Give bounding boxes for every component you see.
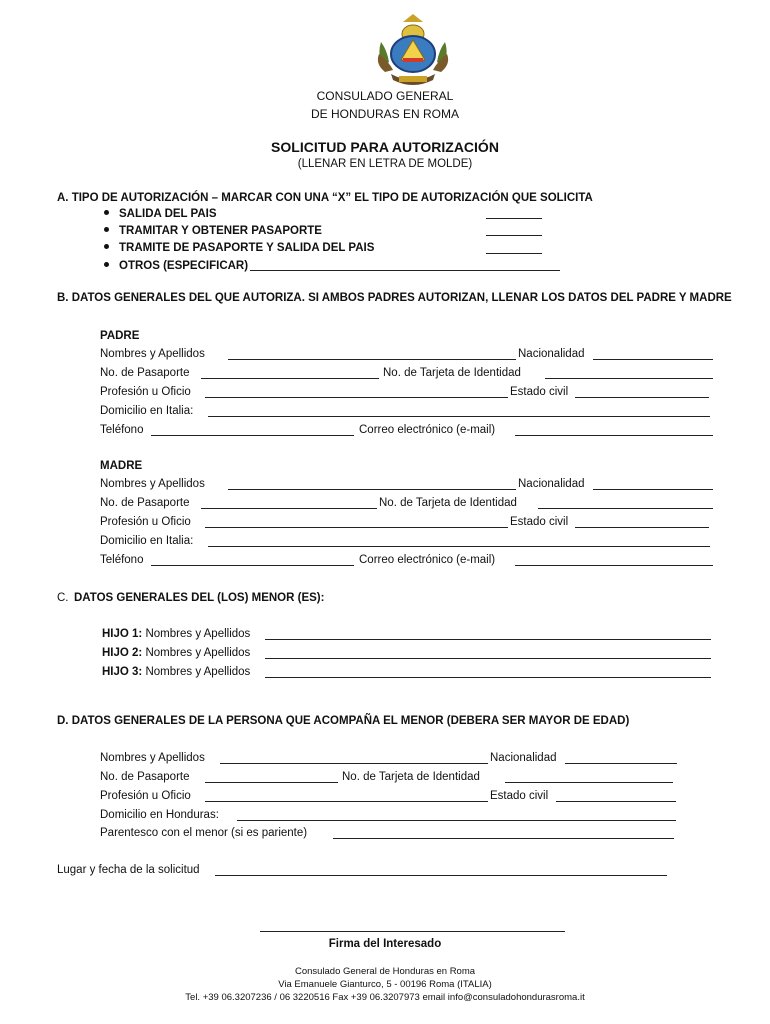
section-a-item: TRAMITAR Y OBTENER PASAPORTE: [104, 225, 322, 237]
d-pasaporte-field[interactable]: [205, 782, 338, 783]
d-estado-field[interactable]: [556, 801, 676, 802]
d-tarjeta-label: No. de Tarjeta de Identidad: [342, 771, 480, 783]
padre-nombres-field[interactable]: [228, 359, 516, 360]
madre-nombres-field[interactable]: [228, 489, 516, 490]
bullet-icon: [104, 210, 109, 215]
padre-pasaporte-field[interactable]: [201, 378, 379, 379]
signature-line[interactable]: [260, 931, 565, 932]
madre-pasaporte-label: No. de Pasaporte: [100, 497, 190, 509]
madre-label: MADRE: [100, 460, 143, 472]
madre-pasaporte-field[interactable]: [201, 508, 377, 509]
otros-field-line[interactable]: [250, 270, 560, 271]
footer-line1: Consulado General de Honduras en Roma: [294, 966, 476, 977]
madre-telefono-label: Teléfono: [100, 554, 144, 566]
section-c-heading: DATOS GENERALES DEL (LOS) MENOR (ES):: [74, 592, 325, 604]
d-profesion-field[interactable]: [205, 801, 488, 802]
padre-pasaporte-label: No. de Pasaporte: [100, 367, 190, 379]
d-domicilio-field[interactable]: [237, 820, 676, 821]
d-parentesco-label: Parentesco con el menor (si es pariente): [100, 827, 308, 839]
madre-nacionalidad-label: Nacionalidad: [518, 478, 585, 490]
padre-profesion-label: Profesión u Oficio: [100, 386, 191, 398]
coat-of-arms-icon: [373, 14, 453, 90]
madre-estado-field[interactable]: [575, 527, 709, 528]
bullet-icon: [104, 244, 109, 249]
section-a-item: TRAMITE DE PASAPORTE Y SALIDA DEL PAIS: [104, 242, 374, 254]
checkbox-line[interactable]: [486, 235, 542, 236]
d-pasaporte-label: No. de Pasaporte: [100, 771, 190, 783]
section-a-item: SALIDA DEL PAIS: [104, 208, 217, 220]
signature-label: Firma del Interesado: [328, 938, 442, 950]
checkbox-line[interactable]: [486, 218, 542, 219]
padre-telefono-field[interactable]: [151, 435, 354, 436]
d-domicilio-label: Domicilio en Honduras:: [100, 809, 219, 821]
madre-nombres-label: Nombres y Apellidos: [100, 478, 205, 490]
consulate-name-line1: CONSULADO GENERAL: [316, 89, 454, 103]
padre-domicilio-field[interactable]: [208, 416, 710, 417]
padre-nacionalidad-field[interactable]: [593, 359, 713, 360]
d-tarjeta-field[interactable]: [505, 782, 673, 783]
padre-label: PADRE: [100, 330, 140, 342]
padre-tarjeta-label: No. de Tarjeta de Identidad: [383, 367, 521, 379]
page-subtitle: (LLENAR EN LETRA DE MOLDE): [297, 158, 473, 170]
madre-correo-label: Correo electrónico (e-mail): [359, 554, 496, 566]
d-parentesco-field[interactable]: [333, 838, 674, 839]
madre-tarjeta-field[interactable]: [538, 508, 713, 509]
padre-correo-label: Correo electrónico (e-mail): [359, 424, 496, 436]
d-nacionalidad-label: Nacionalidad: [490, 752, 557, 764]
footer-line3: Tel. +39 06.3207236 / 06 3220516 Fax +39 06.3207973 email info@consuladohondurasroma.it: [185, 992, 585, 1003]
lugar-fecha-label: Lugar y fecha de la solicitud: [57, 864, 200, 876]
checkbox-line[interactable]: [486, 253, 542, 254]
hijo-2-field[interactable]: [265, 658, 711, 659]
section-d-heading: D. DATOS GENERALES DE LA PERSONA QUE ACOMPAÑA EL MENOR (DEBERA SER MAYOR DE EDAD): [57, 715, 630, 727]
section-a-item: OTROS (ESPECIFICAR): [104, 260, 248, 272]
hijo-3-row: HIJO 3: Nombres y Apellidos: [102, 666, 251, 678]
madre-estado-label: Estado civil: [510, 516, 569, 528]
madre-domicilio-field[interactable]: [208, 546, 710, 547]
d-nacionalidad-field[interactable]: [565, 763, 677, 764]
madre-tarjeta-label: No. de Tarjeta de Identidad: [379, 497, 517, 509]
padre-nacionalidad-label: Nacionalidad: [518, 348, 585, 360]
madre-telefono-field[interactable]: [151, 565, 354, 566]
padre-nombres-label: Nombres y Apellidos: [100, 348, 205, 360]
page-title: SOLICITUD PARA AUTORIZACIÓN: [271, 139, 499, 155]
madre-correo-field[interactable]: [515, 565, 713, 566]
hijo-1-row: HIJO 1: Nombres y Apellidos: [102, 628, 251, 640]
madre-profesion-field[interactable]: [205, 527, 508, 528]
padre-estado-field[interactable]: [575, 397, 709, 398]
padre-profesion-field[interactable]: [205, 397, 508, 398]
section-a-heading: A. TIPO DE AUTORIZACIÓN – MARCAR CON UNA “X” EL TIPO DE AUTORIZACIÓN QUE SOLICITA: [57, 192, 593, 204]
padre-telefono-label: Teléfono: [100, 424, 144, 436]
d-nombres-label: Nombres y Apellidos: [100, 752, 205, 764]
hijo-1-field[interactable]: [265, 639, 711, 640]
section-b-heading: B. DATOS GENERALES DEL QUE AUTORIZA. SI AMBOS PADRES AUTORIZAN, LLENAR LOS DATOS DEL PADRE Y MADRE: [57, 292, 732, 304]
padre-estado-label: Estado civil: [510, 386, 569, 398]
bullet-icon: [104, 227, 109, 232]
hijo-2-row: HIJO 2: Nombres y Apellidos: [102, 647, 251, 659]
padre-domicilio-label: Domicilio en Italia:: [100, 405, 194, 417]
bullet-icon: [104, 262, 109, 267]
padre-correo-field[interactable]: [515, 435, 713, 436]
madre-nacionalidad-field[interactable]: [593, 489, 713, 490]
madre-profesion-label: Profesión u Oficio: [100, 516, 191, 528]
d-estado-label: Estado civil: [490, 790, 549, 802]
d-nombres-field[interactable]: [220, 763, 488, 764]
d-profesion-label: Profesión u Oficio: [100, 790, 191, 802]
section-c-letter: C.: [57, 592, 69, 604]
consulate-name-line2: DE HONDURAS EN ROMA: [310, 107, 459, 121]
footer-line2: Via Emanuele Gianturco, 5 - 00196 Roma (ITALIA): [278, 979, 492, 990]
padre-tarjeta-field[interactable]: [545, 378, 713, 379]
madre-domicilio-label: Domicilio en Italia:: [100, 535, 194, 547]
hijo-3-field[interactable]: [265, 677, 711, 678]
lugar-fecha-field[interactable]: [215, 875, 667, 876]
